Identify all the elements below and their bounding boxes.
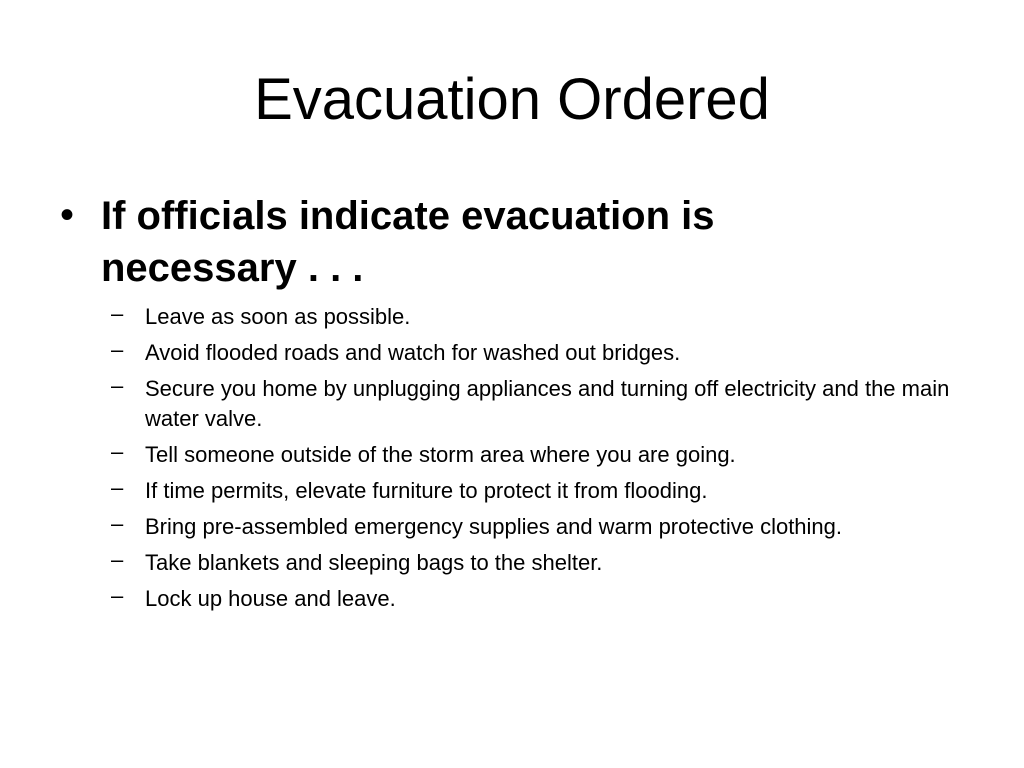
sub-bullet-item [111, 440, 991, 470]
dash-marker: – [111, 301, 124, 326]
dash-marker: – [111, 475, 124, 500]
sub-bullet-text: Lock up house and leave. [145, 586, 396, 611]
main-bullet [60, 190, 960, 294]
sub-bullet-item [111, 338, 991, 368]
dash-marker: – [111, 547, 124, 572]
sub-bullet-text: Secure you home by unplugging appliances and turning off electricity and the main water valve. [145, 376, 950, 431]
sub-bullet-text: Take blankets and sleeping bags to the shelter. [145, 550, 603, 575]
dash-marker: – [111, 373, 124, 398]
dash-marker: – [111, 439, 124, 464]
sub-bullet-text: Bring pre-assembled emergency supplies and warm protective clothing. [145, 514, 843, 539]
dash-marker: – [111, 337, 124, 362]
dash-marker: – [111, 583, 124, 608]
main-bullet-text: If officials indicate evacuation is necessary . . . [101, 194, 715, 290]
sub-bullet-text: Avoid flooded roads and watch for washed out bridges. [145, 340, 681, 365]
bullet-marker: • [60, 193, 75, 237]
sub-bullet-text: Leave as soon as possible. [145, 304, 411, 329]
sub-bullet-list [111, 302, 991, 620]
dash-marker: – [111, 511, 124, 536]
sub-bullet-text: If time permits, elevate furniture to protect it from flooding. [145, 478, 708, 503]
sub-bullet-item [111, 302, 991, 332]
sub-bullet-item [111, 476, 991, 506]
sub-bullet-text: Tell someone outside of the storm area where you are going. [145, 442, 736, 467]
sub-bullet-item [111, 374, 991, 434]
slide-title: Evacuation Ordered [254, 67, 770, 132]
sub-bullet-item [111, 512, 991, 542]
sub-bullet-item [111, 584, 991, 614]
sub-bullet-item [111, 548, 991, 578]
